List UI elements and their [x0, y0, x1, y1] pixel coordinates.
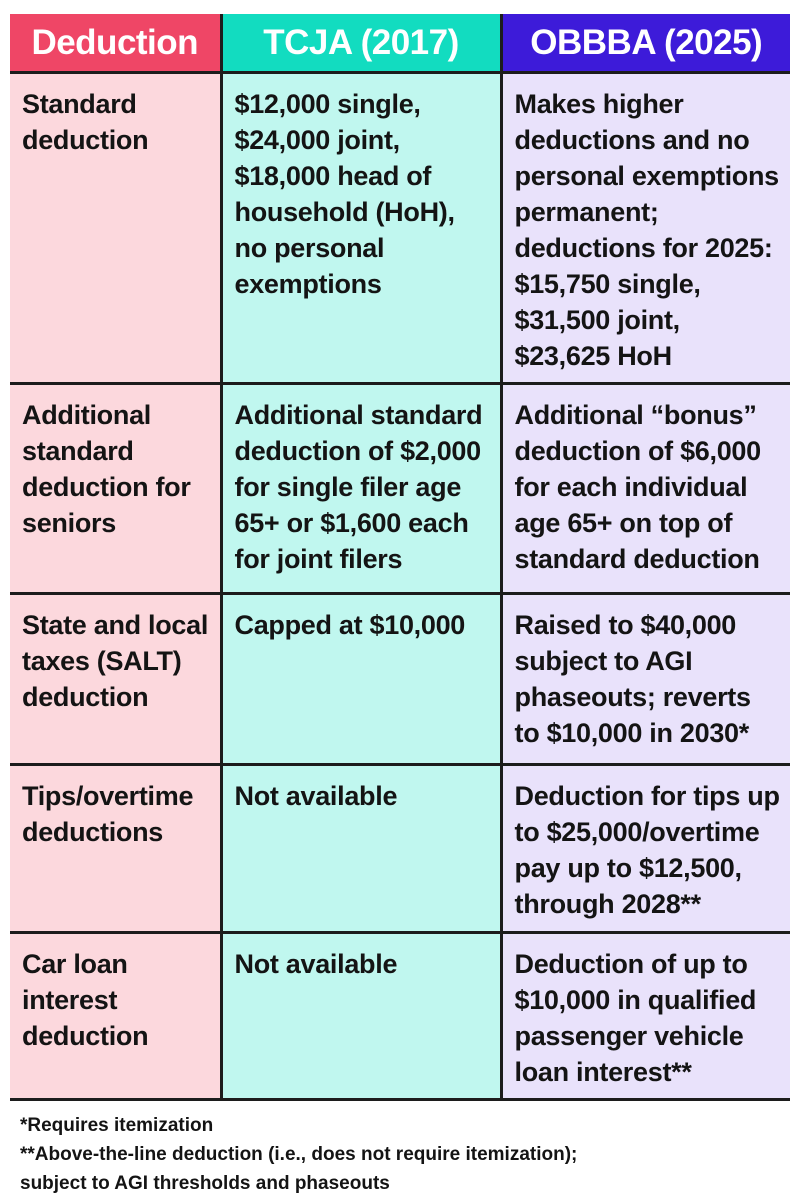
footnote-itemization: *Requires itemization — [20, 1115, 214, 1136]
deduction-cell: State and local taxes (SALT) deduction — [10, 594, 221, 765]
table-row — [10, 594, 790, 765]
header-deduction: Deduction — [10, 14, 221, 73]
header-row — [10, 14, 790, 73]
obbba-cell: Raised to $40,000 subject to AGI phaseouts; reverts to $10,000 in 2030* — [501, 594, 790, 765]
header-tcja: TCJA (2017) — [221, 14, 501, 73]
obbba-cell: Deduction of up to $10,000 in qualified passenger vehicle loan interest** — [501, 933, 790, 1100]
deduction-cell: Tips/overtime deductions — [10, 765, 221, 933]
deduction-cell: Car loan interest deduction — [10, 933, 221, 1100]
table-row — [10, 384, 790, 594]
tcja-cell: Not available — [221, 933, 501, 1100]
footnote-above-the-line: **Above-the-line deduction (i.e., does not require itemization); — [20, 1144, 578, 1165]
tcja-cell: Additional standard deduction of $2,000 for single filer age 65+ or $1,600 each for joint filers — [221, 384, 501, 594]
tcja-cell: Not available — [221, 765, 501, 933]
table-row — [10, 933, 790, 1100]
obbba-cell: Makes higher deductions and no personal exemptions permanent; deductions for 2025: $15,750 single, $31,500 joint, $23,625 HoH — [501, 73, 790, 384]
tcja-cell: $12,000 single, $24,000 joint, $18,000 head of household (HoH), no personal exemptions — [221, 73, 501, 384]
deduction-cell: Additional standard deduction for seniors — [10, 384, 221, 594]
deduction-comparison-table — [10, 14, 790, 1101]
footnote-agi-thresholds: subject to AGI thresholds and phaseouts — [20, 1173, 390, 1194]
deduction-cell: Standard deduction — [10, 73, 221, 384]
obbba-cell: Additional “bonus” deduction of $6,000 for each individual age 65+ on top of standard deduction — [501, 384, 790, 594]
table-row — [10, 73, 790, 384]
table-row — [10, 765, 790, 933]
obbba-cell: Deduction for tips up to $25,000/overtime pay up to $12,500, through 2028** — [501, 765, 790, 933]
header-obbba: OBBBA (2025) — [501, 14, 790, 73]
footnotes — [10, 1111, 790, 1198]
tcja-cell: Capped at $10,000 — [221, 594, 501, 765]
